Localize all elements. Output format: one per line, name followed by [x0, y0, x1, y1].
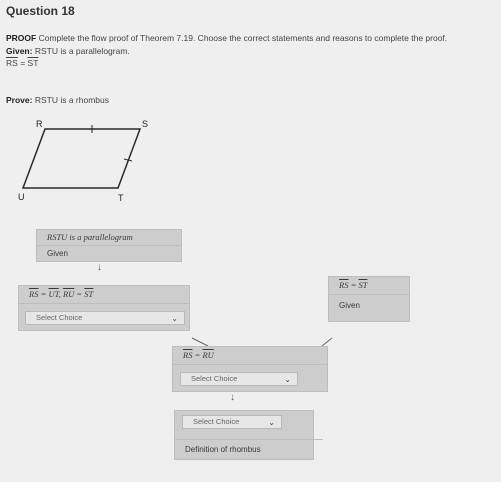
given-eq: = — [20, 58, 26, 68]
box4-reason-select-value: Select Choice — [191, 374, 238, 383]
chevron-down-icon: ⌄ — [268, 418, 275, 427]
box1-statement: RSTU is a parallelogram — [37, 230, 181, 246]
box3-eq: = — [350, 280, 357, 290]
chevron-down-icon: ⌄ — [284, 375, 291, 384]
box2-eq-2: = — [76, 289, 83, 299]
box5-statement-select-value: Select Choice — [193, 417, 240, 426]
vertex-s: S — [142, 119, 149, 129]
connector-from-box3 — [322, 338, 332, 346]
vertex-u: U — [18, 192, 25, 202]
prove-label: Prove: — [6, 95, 33, 105]
vertex-r: R — [36, 119, 43, 129]
box2-seg-ru: $\overline{RU}$ — [62, 289, 75, 299]
box1-reason: Given — [47, 249, 68, 258]
connector-from-box2 — [192, 338, 208, 346]
box4-eq: = — [194, 350, 201, 360]
box3-seg-st: $\overline{ST}$ — [358, 280, 368, 290]
box2-seg-rs: $\overline{RS}$ — [29, 289, 39, 299]
box2-seg-ut: $\overline{UT}$ — [48, 289, 59, 299]
box3-reason: Given — [339, 301, 360, 310]
given-text: RSTU is a parallelogram. — [34, 46, 130, 56]
box4-seg-ru: $\overline{RU}$ — [202, 350, 214, 360]
given-label: Given: — [6, 46, 33, 56]
question-title: Question 18 — [6, 4, 75, 18]
box2-reason-select-value: Select Choice — [36, 313, 83, 322]
box4-statement — [173, 347, 327, 365]
box5-reason: Definition of rhombus — [175, 439, 323, 460]
down-arrow-icon: ↓ — [230, 392, 235, 403]
given-segment-right: $\overline{ST}$ — [27, 58, 39, 68]
given-segment-left: $\overline{RS}$ — [6, 58, 18, 68]
box5-statement-select[interactable] — [182, 415, 282, 429]
chevron-down-icon: ⌄ — [171, 314, 178, 323]
proof-box-4 — [172, 346, 328, 392]
down-arrow-icon: ↓ — [97, 262, 102, 273]
instructions-text: Complete the flow proof of Theorem 7.19. Choose the correct statements and reasons to complete the proof. — [38, 33, 448, 43]
box4-seg-rs: $\overline{RS}$ — [183, 350, 193, 360]
box2-seg-st: $\overline{ST}$ — [84, 289, 94, 299]
box4-reason-select[interactable] — [180, 372, 298, 386]
vertex-t: T — [118, 193, 124, 203]
prove-text: RSTU is a rhombus — [34, 95, 110, 105]
proof-box-5 — [174, 410, 314, 460]
proof-label: PROOF — [6, 33, 37, 43]
box2-sep: , — [58, 289, 61, 299]
box3-seg-rs: $\overline{RS}$ — [339, 280, 349, 290]
box2-eq-1: = — [40, 289, 47, 299]
